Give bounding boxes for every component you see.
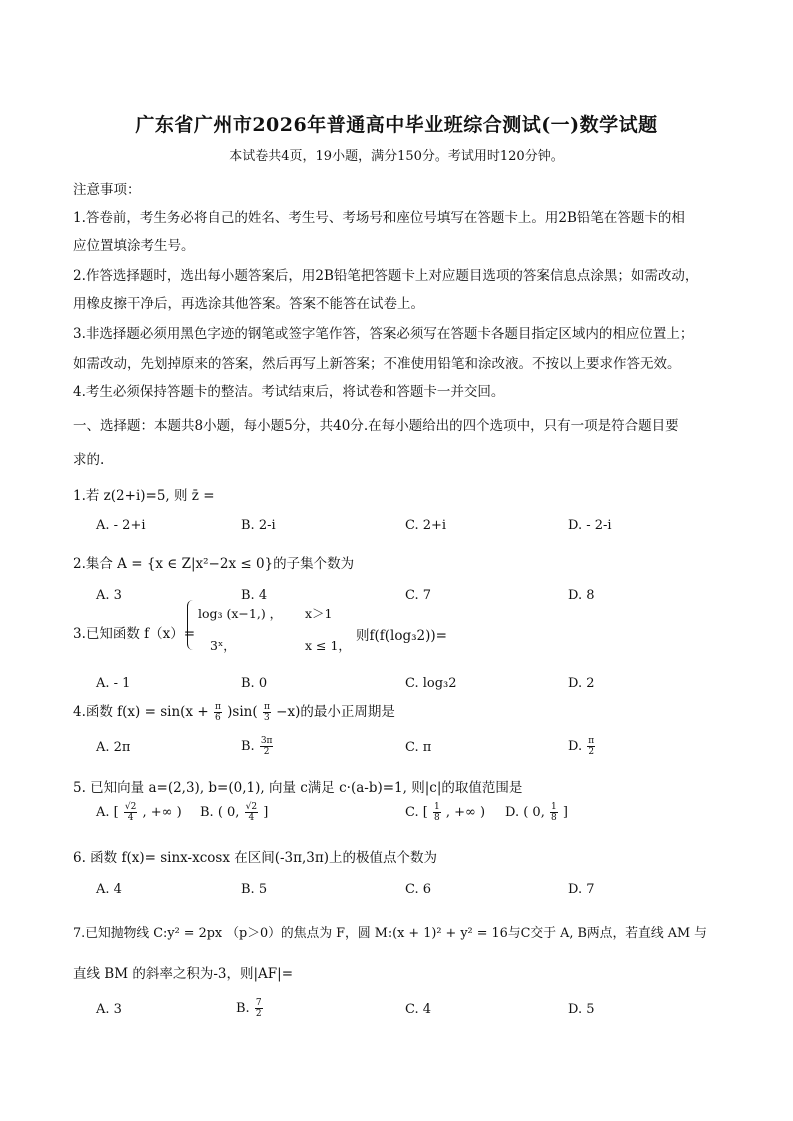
q5-optb-den: 4	[248, 813, 255, 823]
q4-stem-part-c: −x)的最小正周期是	[276, 704, 395, 720]
question-3-lead: 3.已知函数 f（x）=	[73, 626, 196, 642]
q4-optd-num: π	[588, 736, 595, 746]
question-3-tail: 则f(f(log₃2))=	[356, 628, 447, 644]
q7-option-b[interactable]	[236, 998, 264, 1019]
piece-1-function: log₃ (x−1,) ，	[198, 606, 283, 621]
q4-fraction-2	[263, 702, 271, 723]
q5-optb-num: √2	[245, 802, 258, 812]
q6-option-b[interactable]: B. 5	[241, 882, 268, 897]
question-5-stem: 5. 已知向量 a=(2,3), b=(0,1), 向量 c满足 c·(a-b)=1, 则|c|的取值范围是	[73, 780, 523, 796]
note-line: 4.考生必须保持答题卡的整洁。考试结束后，将试卷和答题卡一并交回。	[73, 384, 505, 400]
page-subtitle: 本试卷共4页，19小题，满分150分。考试用时120分钟。	[229, 149, 564, 164]
q5-optc-pre: C. [	[405, 805, 428, 820]
q5-opta-post: , +∞ )	[142, 805, 182, 820]
question-7-stem-cont: 直线 BM 的斜率之积为-3，则|AF|=	[73, 966, 294, 982]
q5-optc-post: , +∞ )	[445, 805, 486, 820]
q4-stem-part-b: )sin(	[227, 704, 258, 720]
q7-optb-den: 2	[255, 1009, 262, 1019]
q5-opta-num: √2	[124, 802, 137, 812]
q4-option-d-label: D.	[568, 739, 583, 754]
q3-option-c[interactable]: C. log₃2	[405, 676, 457, 691]
q5-optc-num: 1	[433, 802, 440, 812]
q4-frac2-den: 3	[264, 713, 270, 723]
q3-option-b[interactable]: B. 0	[241, 676, 268, 691]
q4-frac1-den: 6	[215, 713, 221, 723]
q4-option-c[interactable]: C. π	[405, 740, 432, 755]
q4-optd-den: 2	[588, 747, 595, 757]
notes-heading: 注意事项：	[73, 182, 141, 198]
piecewise-brace	[187, 600, 196, 650]
q5-optb-pre: B. ( 0,	[200, 805, 240, 820]
q4-option-b-label: B.	[241, 739, 255, 754]
q5-optc-den: 8	[433, 813, 440, 823]
q7-option-c[interactable]: C. 4	[405, 1002, 432, 1017]
q7-option-a[interactable]: A. 3	[96, 1002, 122, 1017]
q5-option-b[interactable]	[200, 802, 268, 823]
q5-opta-pre: A. [	[96, 805, 119, 820]
q3-option-a[interactable]: A. - 1	[96, 676, 131, 691]
q2-option-d[interactable]: D. 8	[568, 588, 595, 603]
note-line: 用橡皮擦干净后，再选涂其他答案。答案不能答在试卷上。	[73, 296, 424, 312]
q5-optd-num: 1	[550, 802, 557, 812]
question-1-stem: 1.若 z(2+i)=5, 则 z̄ =	[73, 488, 215, 504]
note-line: 应位置填涂考生号。	[73, 238, 195, 254]
q7-optb-num: 7	[255, 998, 262, 1008]
section-heading-cont: 求的.	[73, 452, 105, 468]
q5-optb-post: ]	[263, 805, 269, 820]
q1-option-b[interactable]: B. 2-i	[241, 518, 276, 533]
q3-option-d[interactable]: D. 2	[568, 676, 595, 691]
q1-option-a[interactable]: A. - 2+i	[96, 518, 146, 533]
q5-option-d[interactable]	[505, 802, 568, 823]
q4-optb-den: 2	[263, 747, 270, 757]
piece-2-function: 3ˣ，	[210, 638, 236, 653]
q6-option-d[interactable]: D. 7	[568, 882, 595, 897]
q6-option-c[interactable]: C. 6	[405, 882, 432, 897]
piece-1-condition: x＞1	[305, 606, 333, 621]
section-heading: 一、选择题：本题共8小题，每小题5分，共40分.在每小题给出的四个选项中，只有一项是符合题目要	[73, 418, 679, 434]
q5-optc-fraction	[433, 802, 441, 823]
q2-option-b[interactable]: B. 4	[241, 588, 268, 603]
q4-fraction-1	[214, 702, 222, 723]
page-title: 广东省广州市2026年普通高中毕业班综合测试(一)数学试题	[135, 114, 658, 136]
question-4-stem	[73, 700, 395, 723]
question-7-stem: 7.已知抛物线 C:y² = 2px （p＞0）的焦点为 F，圆 M:(x + 1)² + y² = 16与C交于 A, B两点，若直线 AM 与	[73, 926, 707, 941]
q7-option-d[interactable]: D. 5	[568, 1002, 595, 1017]
q5-option-c[interactable]	[405, 802, 485, 823]
q5-optb-fraction	[245, 802, 258, 823]
q4-option-b-fraction	[260, 736, 274, 757]
q4-option-d[interactable]	[568, 736, 596, 757]
q4-option-a[interactable]: A. 2π	[96, 740, 131, 755]
q4-frac1-num: π	[214, 702, 221, 712]
q2-option-c[interactable]: C. 7	[405, 588, 432, 603]
note-line: 1.答卷前，考生务必将自己的姓名、考生号、考场号和座位号填写在答题卡上。用2B铅笔在答题卡的相	[73, 210, 685, 226]
q5-optd-pre: D. ( 0,	[505, 805, 545, 820]
q4-frac2-num: π	[263, 702, 270, 712]
q1-option-c[interactable]: C. 2+i	[405, 518, 447, 533]
q4-option-b[interactable]	[241, 736, 274, 757]
q6-option-a[interactable]: A. 4	[96, 882, 122, 897]
q4-stem-part-a: 4.函数 f(x) = sin(x +	[73, 704, 209, 720]
question-6-stem: 6. 函数 f(x)= sinx-xcosx 在区间(-3π,3π)上的极值点个数为	[73, 850, 438, 866]
q5-option-a[interactable]	[96, 802, 182, 823]
q2-option-a[interactable]: A. 3	[96, 588, 122, 603]
piece-2-condition: x ≤ 1，	[305, 638, 351, 653]
question-2-stem: 2.集合 A = {x ∈ Z|x²−2x ≤ 0}的子集个数为	[73, 556, 355, 572]
q5-optd-den: 8	[550, 813, 557, 823]
q1-option-d[interactable]: D. - 2-i	[568, 518, 612, 533]
q7-option-b-label: B.	[236, 1001, 250, 1016]
q7-option-b-fraction	[255, 998, 263, 1019]
q5-opta-fraction	[124, 802, 137, 823]
q5-optd-post: ]	[562, 805, 568, 820]
note-line: 如需改动，先划掉原来的答案，然后再写上新答案；不准使用铅笔和涂改液。不按以上要求作答无效。	[73, 356, 681, 372]
q4-optb-num: 3π	[260, 736, 273, 746]
note-line: 2.作答选择题时，选出每小题答案后，用2B铅笔把答题卡上对应题目选项的答案信息点涂黑；如需改动，	[73, 268, 699, 284]
note-line: 3.非选择题必须用黑色字迹的钢笔或签字笔作答，答案必须写在答题卡各题目指定区域内的相应位置上；	[73, 326, 694, 342]
q5-opta-den: 4	[127, 813, 134, 823]
q5-optd-fraction	[550, 802, 558, 823]
q4-option-d-fraction	[587, 736, 595, 757]
